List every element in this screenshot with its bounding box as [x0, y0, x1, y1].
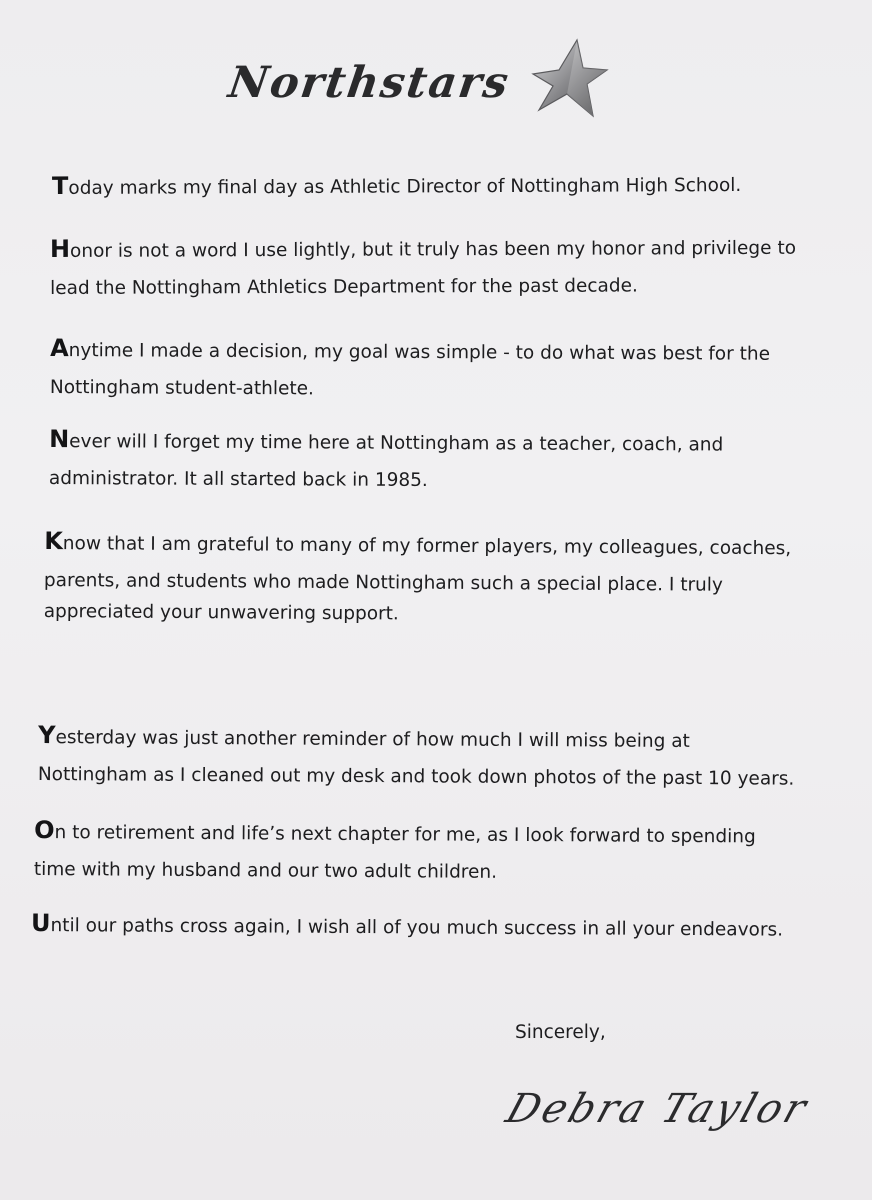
- paragraph-line: time with my husband and our two adult children.: [33, 858, 498, 883]
- drop-initial: U: [30, 909, 51, 938]
- paragraph-line: ever will I forget my time here at Nottingham as a teacher, coach, and: [69, 431, 724, 456]
- closing-text: Sincerely,: [515, 1022, 606, 1043]
- paragraph-line: appreciated your unwavering support.: [43, 600, 399, 625]
- logo-text: Northstars: [225, 58, 514, 108]
- drop-initial: Y: [38, 721, 56, 750]
- paragraph-honor: [50, 228, 796, 307]
- paragraph-line: ntil our paths cross again, I wish all of you much success in all your endeavors.: [50, 915, 784, 941]
- paragraph-know: [44, 523, 792, 635]
- paragraph-on: [34, 812, 756, 892]
- star-icon: [515, 38, 609, 120]
- paragraph-line: parents, and students who made Nottingham such a special place. I truly: [43, 570, 723, 596]
- paragraph-line: nytime I made a decision, my goal was simple - to do what was best for the: [68, 340, 771, 365]
- drop-initial: H: [49, 234, 71, 264]
- paragraph-line: administrator. It all started back in 1985.: [48, 467, 428, 491]
- drop-initial: K: [44, 527, 63, 556]
- paragraph-line: onor is not a word I use lightly, but it truly has been my honor and privilege to: [69, 237, 797, 262]
- paragraph-line: n to retirement and life’s next chapter for me, as I look forward to spending: [54, 822, 756, 848]
- drop-initial: N: [49, 425, 70, 454]
- northstars-logo: [225, 38, 625, 128]
- drop-initial: A: [50, 334, 69, 363]
- paragraph-anytime: [50, 330, 770, 410]
- paragraph-today: [52, 165, 741, 207]
- paragraph-yesterday: [38, 717, 795, 798]
- paragraph-never: [49, 421, 724, 501]
- drop-initial: T: [51, 171, 69, 200]
- signature: [500, 1072, 815, 1162]
- paragraph-line: lead the Nottingham Athletics Department for the past decade.: [50, 275, 638, 299]
- signature-text: Debra Taylor: [500, 1086, 815, 1132]
- paragraph-line: now that I am grateful to many of my former players, my colleagues, coaches,: [62, 533, 792, 560]
- paragraph-line: esterday was just another reminder of how much I will miss being at: [55, 727, 690, 752]
- paragraph-line: Nottingham student-athlete.: [49, 376, 314, 400]
- paragraph-line: oday marks my final day as Athletic Director of Nottingham High School.: [68, 174, 742, 199]
- drop-initial: O: [34, 816, 55, 845]
- paragraph-until: [31, 905, 783, 949]
- paragraph-line: Nottingham as I cleaned out my desk and took down photos of the past 10 years.: [37, 763, 795, 790]
